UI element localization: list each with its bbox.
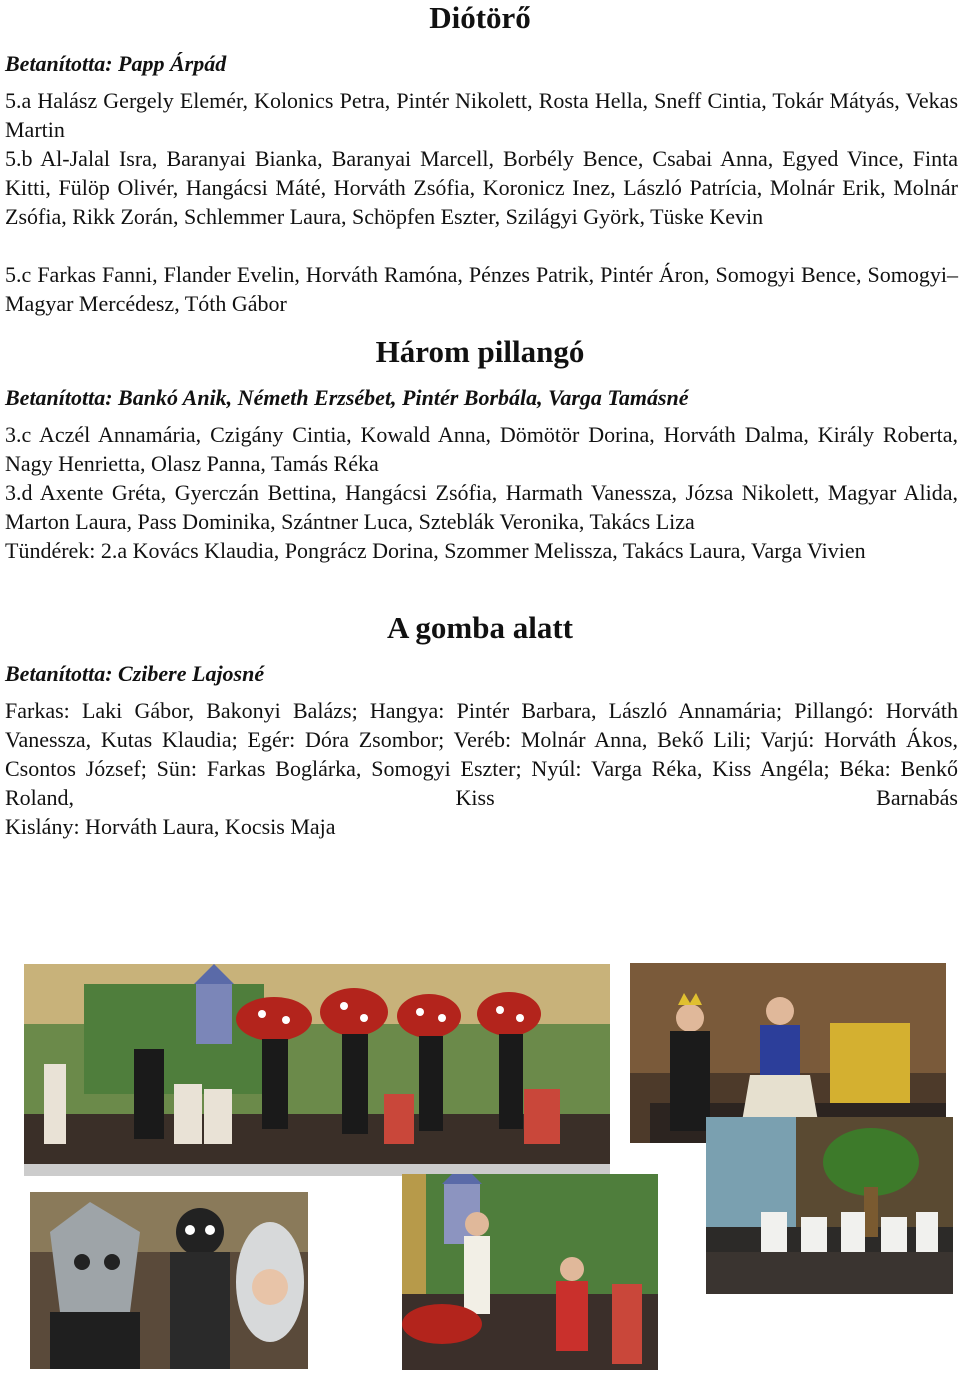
photo-girls-on-stage bbox=[402, 1174, 658, 1370]
section-title-harom-pillango: Három pillangó bbox=[375, 334, 585, 369]
photo-king-queen bbox=[630, 963, 946, 1143]
class-list-5b: 5.b Al-Jalal Isra, Baranyai Bianka, Baranyai Marcell, Borbély Bence, Csabai Anna, Egyed Vince, Finta Kitti, Fülöp Olivér, Hangácsi Máté, Horváth Zsófia, Koronicz Inez, László Patrícia, Molnár Erik, Molnár Zsófia, Rikk Zorán, Schlemmer Laura, Schöpfen Eszter, Szilágyi Györk, Tüske Kevin bbox=[5, 146, 958, 229]
section-credit-harom-pillango: Betanította: Bankó Anik, Németh Erzsébet, Pintér Borbála, Varga Tamásné bbox=[5, 385, 689, 410]
class-list-5c: 5.c Farkas Fanni, Flander Evelin, Horváth Ramóna, Pénzes Patrik, Pintér Áron, Somogyi Bence, Somogyi–Magyar Mercédesz, Tóth Gábor bbox=[5, 262, 958, 316]
cast-list: Farkas: Laki Gábor, Bakonyi Balázs; Hangya: Pintér Barbara, László Annamária; Pillangó: Horváth Vanessza, Kutas Klaudia; Egér: Dóra Zsombor; Veréb: Molnár Anna, Bekő Lili; Varjú: Horváth Ákos, Csontos József; Sün: Farkas Boglárka, Somogyi Eszter; Nyúl: Varga Réka, Kiss Angéla; Béka: Benkő Roland, Kiss Barnabás bbox=[5, 698, 958, 810]
section-credit-diotoro: Betanította: Papp Árpád bbox=[5, 51, 227, 76]
section-title-a-gomba-alatt: A gomba alatt bbox=[387, 610, 573, 645]
class-list-3d: 3.d Axente Gréta, Gyerczán Bettina, Hangácsi Zsófia, Harmath Vanessza, Józsa Nikolett, Magyar Alida, Marton Laura, Pass Dominika, Szántner Luca, Szteblák Veronika, Takács Liza bbox=[5, 480, 958, 534]
photo-animal-masks bbox=[30, 1192, 308, 1369]
class-list-5a: 5.a Halász Gergely Elemér, Kolonics Petra, Pintér Nikolett, Rosta Hella, Sneff Cintia, Tokár Mátyás, Vekas Martin bbox=[5, 88, 958, 142]
photo-white-dancers bbox=[706, 1117, 953, 1294]
section-title-diotoro: Diótörő bbox=[429, 0, 531, 35]
fairies-list: Tündérek: 2.a Kovács Klaudia, Pongrácz Dorina, Szommer Melissza, Takács Laura, Varga Vivien bbox=[5, 538, 866, 563]
section-credit-a-gomba-alatt: Betanította: Czibere Lajosné bbox=[5, 661, 265, 686]
cast-list-girl: Kislány: Horváth Laura, Kocsis Maja bbox=[5, 814, 336, 839]
class-list-3c: 3.c Aczél Annamária, Czigány Cintia, Kowald Anna, Dömötör Dorina, Horváth Dalma, Király Roberta, Nagy Henrietta, Olasz Panna, Tamás Réka bbox=[5, 422, 958, 476]
photo-mushroom-scene bbox=[24, 964, 610, 1176]
